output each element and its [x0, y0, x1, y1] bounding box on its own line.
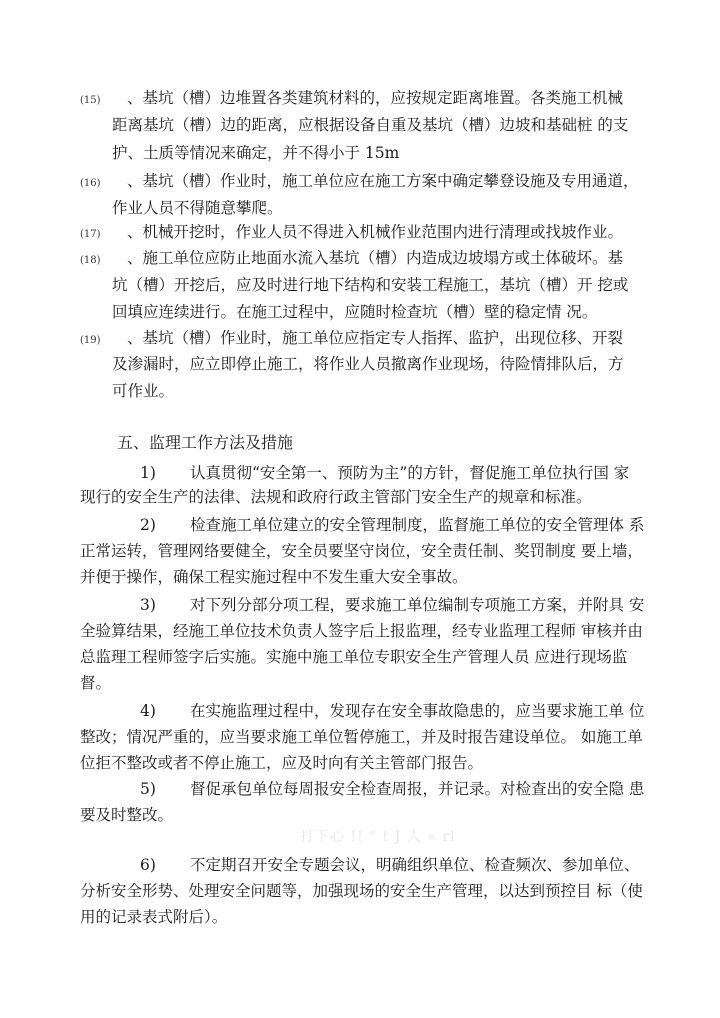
item-line: 回填应连续进行。在施工过程中，应随时检查坑（槽）壁的稳定情 况。 [112, 303, 598, 321]
paragraph-6-first [140, 855, 640, 875]
paragraph-text: 在实施监理过程中，发现存在安全事故隐患的，应当要求施工单 位 [190, 702, 645, 720]
section-heading: 五、监理工作方法及措施 [117, 433, 294, 452]
paragraph-6-line: 用的记录表式附后）。 [80, 908, 228, 926]
paragraph-2-line: 正常运转，管理网络要健全，安全员要坚守岗位，安全责任制、奖罚制度 要上墙， [80, 542, 643, 560]
paragraph-2-line: 并便于操作，确保工程实施过程中不发生重大安全事故。 [80, 568, 468, 586]
paragraph-4-line: 整改；情况严重的，应当要求施工单位暂停施工，并及时报告建设单位。 如施工单 [80, 728, 643, 746]
item-line: 、基坑（槽）作业时，施工单位应指定专人指挥、监护，出现位移、开裂 [127, 329, 624, 347]
paragraph-text: 对下列分部分项工程，要求施工单位编制专项施工方案，并附具 安 [190, 596, 645, 614]
item-line: 、施工单位应防止地面水流入基坑（槽）内造成边坡塌方或土体破坏。基 [127, 249, 624, 267]
item-number: (15) [80, 95, 101, 106]
item-line: 、机械开挖时，作业人员不得进入机械作业范围内进行清理或找坡作业。 [127, 223, 624, 241]
item-line: 距离基坑（槽）边的距离，应根据设备自重及基坑（槽）边坡和基础桩 的支 [112, 116, 629, 134]
item-number: (18) [80, 255, 101, 266]
item-number: (16) [80, 178, 101, 189]
paragraph-text: 认真贯彻“安全第一、预防为主”的方针，督促施工单位执行国 家 [190, 464, 630, 482]
item-line: 坑（槽）开挖后，应及时进行地下结构和安装工程施工，基坑（槽）开 挖或 [112, 276, 629, 294]
paragraph-6-line: 分析安全形势、处理安全问题等，加强现场的安全生产管理，以达到预控目 标（使 [80, 882, 643, 900]
paragraph-3-line: 督。 [80, 674, 112, 692]
paragraph-index: 5) [140, 780, 156, 798]
paragraph-3-line: 全验算结果，经施工单位技术负责人签字后上报监理，经专业监理工程师 审核并由 [80, 622, 643, 640]
paragraph-3-line: 总监理工程师签字后实施。实施中施工单位专职安全生产管理人员 应进行现场监 [80, 648, 628, 666]
paragraph-index: 2) [140, 516, 156, 534]
paragraph-text: 不定期召开安全专题会议，明确组织单位、检查频次、参加单位、 [190, 856, 640, 874]
watermark-text: 打下心 !! “ t J 人 « rl [300, 829, 456, 845]
paragraph-2-first [140, 515, 644, 535]
paragraph-3-first [140, 595, 644, 615]
item-number: (17) [80, 229, 101, 240]
paragraph-5-first [140, 779, 644, 799]
item-line: 、基坑（槽）边堆置各类建筑材料的，应按规定距离堆置。各类施工机械 [127, 89, 624, 107]
paragraph-text: 检查施工单位建立的安全管理制度，监督施工单位的安全管理体 系 [190, 516, 645, 534]
paragraph-text: 督促承包单位每周报安全检查周报，并记录。对检查出的安全隐 患 [190, 780, 645, 798]
item-line: 护、土质等情况来确定，并不得小于 15m [112, 144, 400, 162]
item-line: 可作业。 [112, 382, 175, 400]
item-line: 及渗漏时，应立即停止施工，将作业人员撤离作业现场，待险情排队后，方 [112, 355, 624, 373]
paragraph-4-first [140, 701, 644, 721]
paragraph-1-line: 现行的安全生产的法律、法规和政府行政主管部门安全生产的规章和标准。 [80, 488, 592, 506]
paragraph-index: 3) [140, 596, 156, 614]
paragraph-index: 1) [140, 464, 156, 482]
item-number: (19) [80, 335, 101, 346]
paragraph-index: 6) [140, 856, 156, 874]
paragraph-index: 4) [140, 702, 156, 720]
paragraph-1-first [140, 463, 629, 483]
paragraph-4-line: 位拒不整改或者不停止施工，应及时向有关主管部门报告。 [80, 754, 484, 772]
paragraph-5-line: 要及时整改。 [80, 806, 174, 824]
item-line: 作业人员不得随意攀爬。 [112, 199, 283, 217]
item-line: 、基坑（槽）作业时，施工单位应在施工方案中确定攀登设施及专用通道， [127, 172, 639, 190]
